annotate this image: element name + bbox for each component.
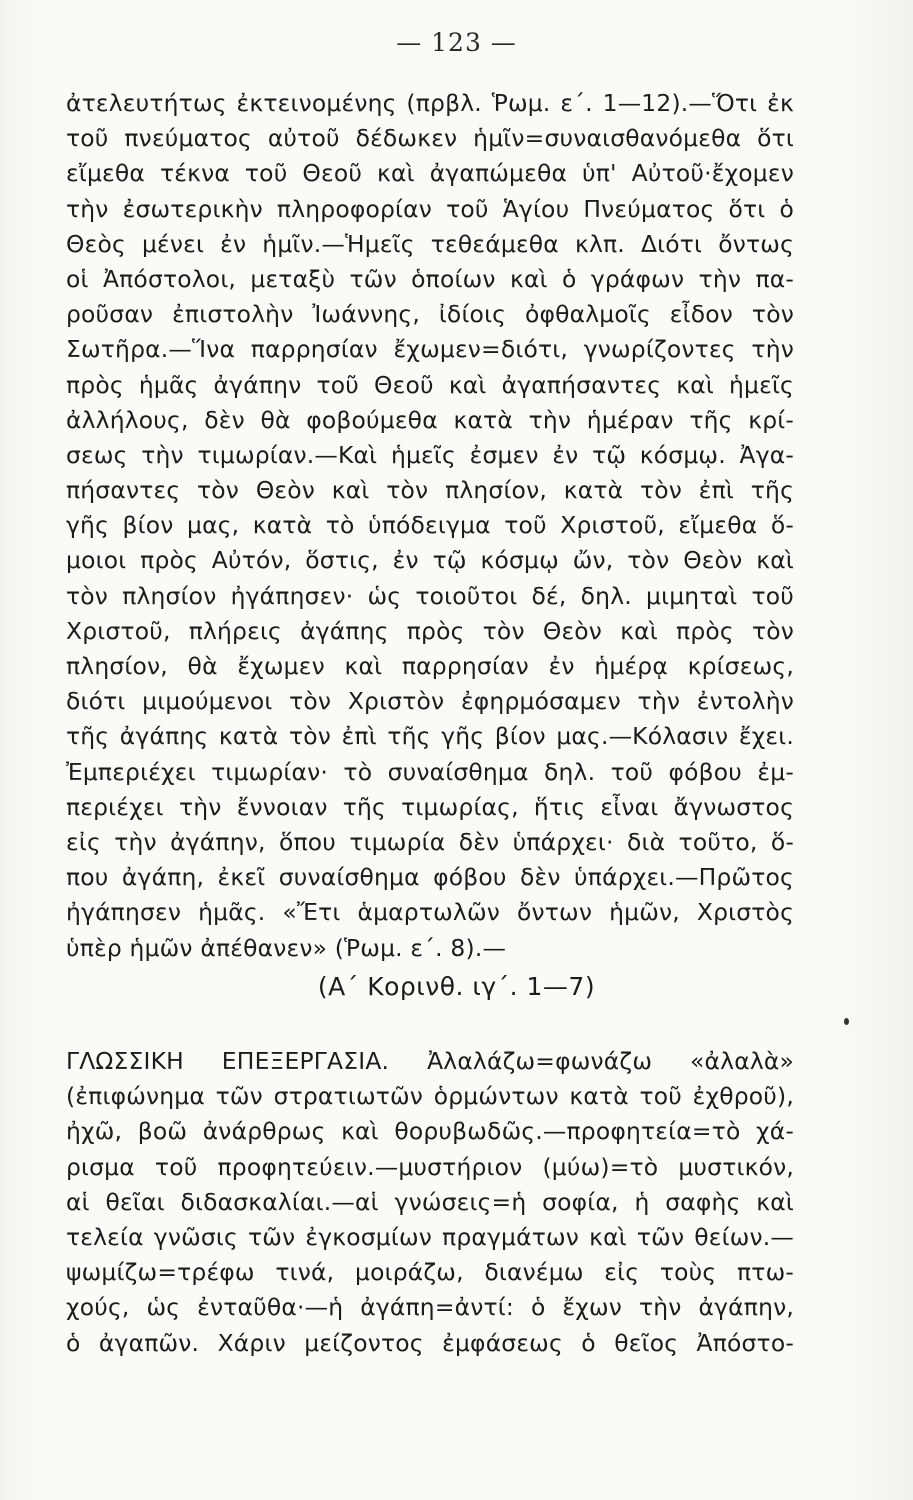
text-line: Θεὸς μένει ἐν ἡμῖν.—Ἡμεῖς τεθεάμεθα κλπ. Διότι ὄντως [66,229,794,258]
text-line: ἠχῶ, βοῶ ἀνάρθρως καὶ θορυβωδῶς.—προφητεία=τὸ χά- [66,1117,794,1146]
text-line: Σωτῆρα.—Ἵνα παρρησίαν ἔχωμεν=διότι, γνωρίζοντες τὴν [66,335,794,364]
text-line: τὴν ἐσωτερικὴν πληροφορίαν τοῦ Ἁγίου Πνεύματος ὅτι ὁ [66,194,794,223]
page-number: — 123 — [396,28,517,57]
text-line: πλησίον, θὰ ἔχωμεν καὶ παρρησίαν ἐν ἡμέρᾳ κρίσεως, [66,652,794,680]
text-line: τῆς ἀγάπης κατὰ τὸν ἐπὶ τῆς γῆς βίον μας.—Κόλασιν ἔχει. [66,722,794,751]
text-line: (ἐπιφώνημα τῶν στρατιωτῶν ὁρμώντων κατὰ τοῦ ἐχθροῦ), [66,1082,794,1111]
glossary-paragraph [66,1044,794,1361]
text-line: ἀλλήλους, δὲν θὰ φοβούμεθα κατὰ τὴν ἡμέραν τῆς κρί- [66,405,794,434]
text-line: ὑπὲρ ἡμῶν ἀπέθανεν» (Ῥωμ. ε΄. 8).— [66,933,507,962]
text-line: χούς, ὡς ἐνταῦθα·—ἡ ἀγάπη=ἀντί: ὁ ἔχων τὴν ἀγάπην, [66,1293,794,1322]
text-line: Χριστοῦ, πλήρεις ἀγάπης πρὸς τὸν Θεὸν καὶ πρὸς τὸν [66,616,794,645]
text-line: περιέχει τὴν ἔννοιαν τῆς τιμωρίας, ἥτις εἶναι ἄγνωστος [66,792,794,821]
text-line: πρὸς ἡμᾶς ἀγάπην τοῦ Θεοῦ καὶ ἀγαπήσαντες καὶ ἡμεῖς [66,370,794,399]
text-line: διότι μιμούμενοι τὸν Χριστὸν ἐφηρμόσαμεν τὴν ἐντολὴν [66,687,794,716]
text-line: τοῦ πνεύματος αὐτοῦ δέδωκεν ἡμῖν=συναισθανόμεθα ὅτι [66,124,794,153]
text-line: εἴμεθα τέκνα τοῦ Θεοῦ καὶ ἀγαπώμεθα ὑπ' Αὐτοῦ·ἔχομεν [66,159,794,188]
text-line: ψωμίζω=τρέφω τινά, μοιράζω, διανέμω εἰς τοὺς πτω- [66,1258,794,1287]
text-line: ἀτελευτήτως ἐκτεινομένης (πρβλ. Ῥωμ. ε΄. 1—12).—Ὅτι ἐκ [66,89,794,117]
text-line: ΓΛΩΣΣΙΚΗ ΕΠΕΞΕΡΓΑΣΙΑ. Ἀλαλάζω=φωνάζω «ἀλαλὰ» [66,1047,794,1075]
text-line: τὸν πλησίον ἠγάπησεν· ὡς τοιοῦτοι δέ, δηλ. μιμηταὶ τοῦ [66,581,794,610]
text-line: ροῦσαν ἐπιστολὴν Ἰωάννης, ἰδίοις ὀφθαλμοῖς εἶδον τὸν [66,300,794,329]
text-line: εἰς τὴν ἀγάπην, ὅπου τιμωρία δὲν ὑπάρχει· διὰ τοῦτο, ὅ- [66,827,794,856]
scan-speck [844,1018,849,1025]
text-line: οἱ Ἀπόστολοι, μεταξὺ τῶν ὁποίων καὶ ὁ γράφων τὴν πα- [66,264,794,293]
text-line: σεως τὴν τιμωρίαν.—Καὶ ἡμεῖς ἐσμεν ἐν τῷ κόσμῳ. Ἀγα- [66,440,794,469]
text-line: ὁ ἀγαπῶν. Χάριν μείζοντος ἐμφάσεως ὁ θεῖος Ἀπόστο- [66,1328,794,1357]
text-line: πήσαντες τὸν Θεὸν καὶ τὸν πλησίον, κατὰ τὸν ἐπὶ τῆς [66,476,794,505]
text-line: ρισμα τοῦ προφητεύειν.—μυστήριον (μύω)=τὸ μυστικόν, [66,1152,794,1181]
text-line: Ἐμπεριέχει τιμωρίαν· τὸ συναίσθημα δηλ. τοῦ φόβου ἐμ- [66,757,794,786]
commentary-paragraph [66,86,794,966]
text-line: που ἀγάπη, ἐκεῖ συναίσθημα φόβου δὲν ὑπάρχει.—Πρῶτος [66,863,794,892]
text-line: μοιοι πρὸς Αὐτόν, ὅστις, ἐν τῷ κόσμῳ ὤν, τὸν Θεὸν καὶ [66,546,794,575]
text-line: ἠγάπησεν ἡμᾶς. «Ἔτι ἁμαρτωλῶν ὄντων ἡμῶν, Χριστὸς [66,898,794,927]
text-line: αἱ θεῖαι διδασκαλίαι.—αἱ γνώσεις=ἡ σοφία, ἡ σαφὴς καὶ [66,1187,794,1216]
section-heading: (Α΄ Κορινθ. ιγ΄. 1—7) [317,972,596,1001]
text-line: τελεία γνῶσις τῶν ἐγκοσμίων πραγμάτων καὶ τῶν θείων.— [66,1222,794,1251]
text-line: γῆς βίον μας, κατὰ τὸ ὑπόδειγμα τοῦ Χριστοῦ, εἴμεθα ὅ- [66,511,794,540]
